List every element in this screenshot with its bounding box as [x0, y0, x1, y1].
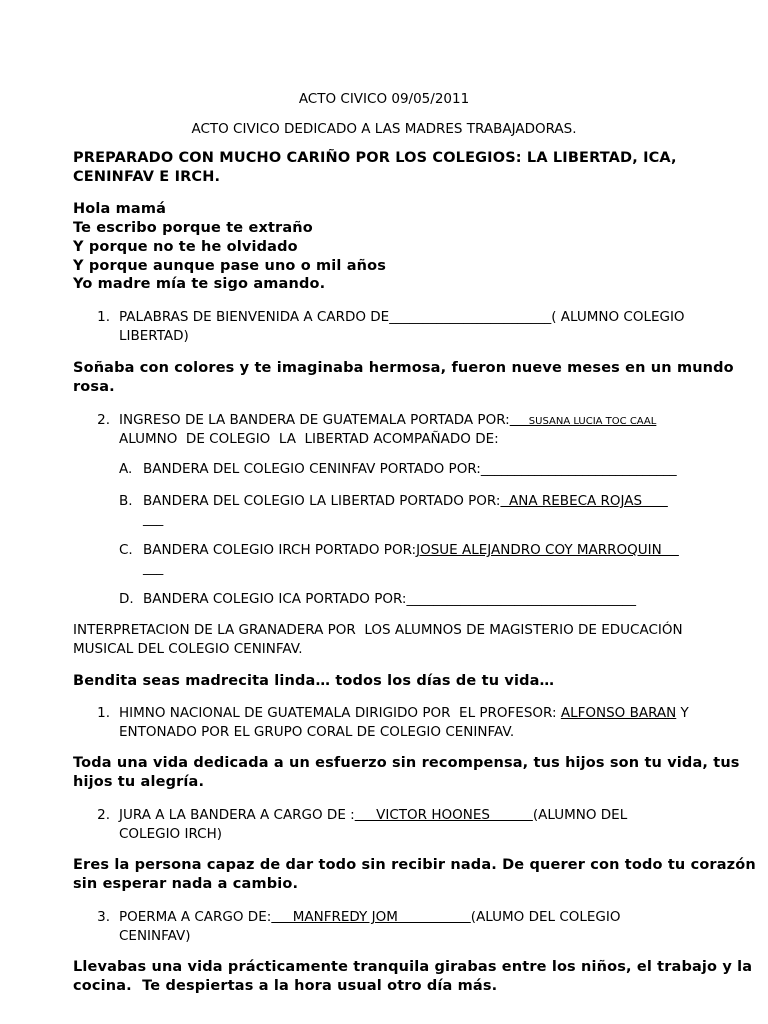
item-number: 3.: [97, 909, 110, 925]
item-label: HIMNO NACIONAL DE GUATEMALA DIRIGIDO POR EL PROFESOR:: [119, 705, 561, 721]
name-field: ANA REBECA ROJAS: [500, 493, 668, 509]
blank-field: __________________________________: [406, 591, 636, 607]
program-item-line-2: LIBERTAD): [119, 328, 189, 344]
intro-line-1: PREPARADO CON MUCHO CARIÑO POR LOS COLEGIOS: LA LIBERTAD, ICA,: [73, 150, 677, 166]
name-field: VICTOR HOONES: [354, 807, 533, 823]
interpretation-line: INTERPRETACION DE LA GRANADERA POR LOS ALUMNOS DE MAGISTERIO DE EDUCACIÓN: [73, 622, 683, 638]
quote-line: sin esperar nada a cambio.: [73, 876, 299, 892]
item-note: (ALUMO DEL COLEGIO: [470, 909, 621, 925]
program-item-line-2: CENINFAV): [119, 928, 191, 944]
item-label: JURA A LA BANDERA A CARGO DE :: [119, 807, 355, 823]
program-item-line: [119, 309, 685, 325]
document-title: ACTO CIVICO 09/05/2011: [298, 91, 470, 107]
program-item-line: [119, 807, 627, 823]
sub-label: BANDERA COLEGIO IRCH PORTADO POR:: [143, 542, 417, 558]
quote-line: rosa.: [73, 379, 115, 395]
item-number: 1.: [97, 705, 110, 721]
sub-letter: C.: [119, 542, 133, 558]
name-field: MANFREDY JOM: [271, 909, 471, 925]
poem-line-4: Y porque aunque pase uno o mil años: [73, 258, 387, 274]
blank-field: _____________________________: [480, 461, 677, 477]
sub-item-text: [143, 591, 636, 607]
quote-line: Llevabas una vida prácticamente tranquila girabas entre los niños, el trabajo y la: [73, 959, 753, 975]
item-label: PALABRAS DE BIENVENIDA A CARDO DE: [119, 309, 390, 325]
sub-item: [119, 493, 133, 509]
sub-label: BANDERA DEL COLEGIO CENINFAV PORTADO POR:: [143, 461, 481, 477]
quote-line: Soñaba con colores y te imaginaba hermosa, fueron nueve meses en un mundo: [73, 360, 734, 376]
item-number: 1.: [97, 309, 110, 325]
sub-label: BANDERA DEL COLEGIO LA LIBERTAD PORTADO POR:: [143, 493, 501, 509]
name-field: SUSANA LUCIA TOC CAAL: [509, 416, 657, 427]
quote-line: Eres la persona capaz de dar todo sin recibir nada. De querer con todo tu corazón: [73, 857, 756, 873]
sub-item-text: [143, 493, 668, 509]
quote-line: cocina. Te despiertas a la hora usual otro día más.: [73, 978, 498, 994]
sub-item: [119, 542, 133, 558]
quote-line: hijos tu alegría.: [73, 774, 205, 790]
item-note: Y: [676, 705, 689, 721]
intro-line-2: CENINFAV E IRCH.: [73, 169, 221, 185]
program-item-line-2: COLEGIO IRCH): [119, 826, 222, 842]
item-number: 2.: [97, 412, 110, 428]
sub-item-text: [143, 542, 679, 558]
item-label: POERMA A CARGO DE:: [119, 909, 272, 925]
item-note: ( ALUMNO COLEGIO: [551, 309, 685, 325]
poem-line-3: Y porque no te he olvidado: [73, 239, 298, 255]
quote-line: Bendita seas madrecita linda… todos los días de tu vida…: [73, 673, 555, 689]
sub-letter: D.: [119, 591, 134, 607]
interpretation-line: MUSICAL DEL COLEGIO CENINFAV.: [73, 641, 303, 657]
program-item-line-2: ALUMNO DE COLEGIO LA LIBERTAD ACOMPAÑADO DE:: [119, 431, 499, 447]
item-label: INGRESO DE LA BANDERA DE GUATEMALA PORTADA POR:: [119, 412, 510, 428]
sub-label: BANDERA COLEGIO ICA PORTADO POR:: [143, 591, 407, 607]
document-subtitle: ACTO CIVICO DEDICADO A LAS MADRES TRABAJADORAS.: [191, 121, 577, 137]
quote-line: Toda una vida dedicada a un esfuerzo sin recompensa, tus hijos son tu vida, tus: [73, 755, 740, 771]
sub-item: [119, 591, 134, 607]
item-number: 2.: [97, 807, 110, 823]
blank-continuation: ___: [143, 560, 164, 576]
program-item-line: [119, 909, 621, 925]
name-field: JOSUE ALEJANDRO COY MARROQUIN: [416, 542, 679, 558]
sub-letter: A.: [119, 461, 133, 477]
blank-field: ________________________: [389, 309, 552, 325]
blank-continuation: ___: [143, 511, 164, 527]
name-field: ALFONSO BARAN: [560, 705, 677, 721]
program-item-line: [119, 705, 689, 721]
poem-line-5: Yo madre mía te sigo amando.: [73, 276, 326, 292]
item-note: (ALUMNO DEL: [532, 807, 628, 823]
sub-letter: B.: [119, 493, 133, 509]
poem-line-2: Te escribo porque te extraño: [73, 220, 313, 236]
program-item-line-2: ENTONADO POR EL GRUPO CORAL DE COLEGIO CENINFAV.: [119, 724, 515, 740]
poem-line-1: Hola mamá: [73, 201, 167, 217]
sub-item-text: [143, 461, 677, 477]
program-item-line: [119, 412, 656, 428]
sub-item: [119, 461, 132, 477]
